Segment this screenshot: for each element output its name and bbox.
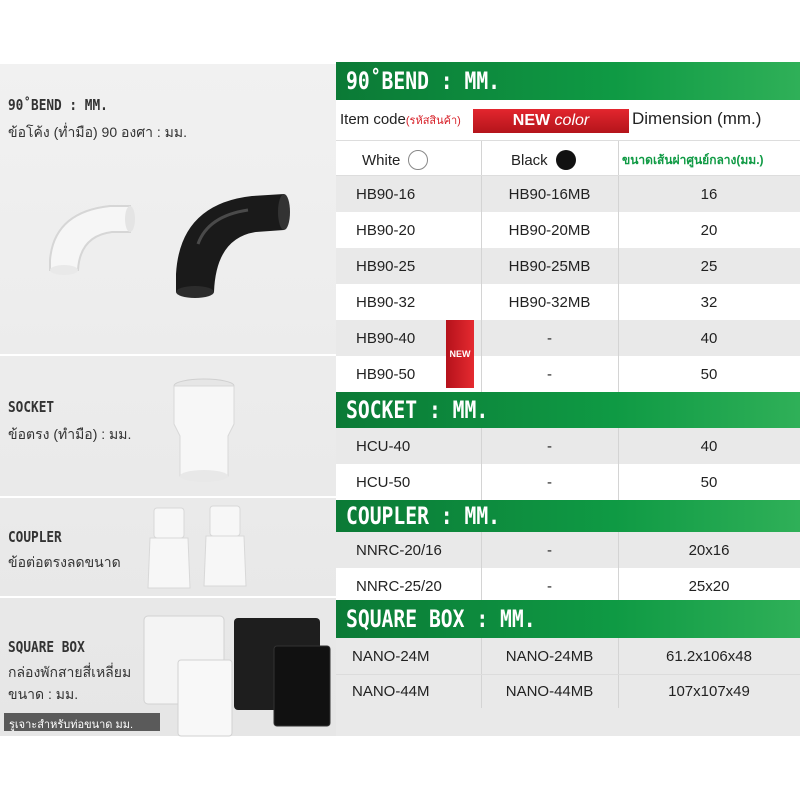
black-code: NANO-44MB (505, 683, 594, 700)
socket-header (336, 392, 800, 428)
black-code: HB90-32MB (508, 293, 591, 311)
white-bend-image (40, 192, 140, 292)
white-code: NNRC-20/16 (356, 541, 442, 559)
white-code: HCU-50 (356, 473, 411, 491)
table-row (336, 284, 800, 320)
dimension-value: 32 (700, 293, 718, 311)
bend-header-label: 90˚BEND : MM. (346, 67, 501, 95)
white-column-header (362, 150, 428, 170)
black-code: HB90-20MB (508, 221, 591, 239)
black-code: HB90-16MB (508, 185, 591, 203)
black-bend-image (168, 174, 298, 304)
square-box-subtitle-2: ขนาด : มม. (8, 686, 79, 702)
black-code: NANO-24MB (505, 647, 594, 665)
new-color-badge (473, 109, 629, 133)
socket-image (166, 376, 242, 488)
square-box-header (336, 600, 800, 638)
table-row (336, 568, 800, 604)
dimension-value: 25x20 (688, 577, 730, 595)
black-code: - (547, 365, 552, 383)
column-header-row (336, 100, 800, 140)
socket-subtitle: ข้อตรง (ทำมือ) : มม. (8, 426, 132, 442)
socket-title: SOCKET (8, 398, 55, 416)
dimension-header: Dimension (mm.) (632, 109, 762, 128)
square-box-image (142, 612, 332, 738)
item-code-th-label: (รหัสสินค้า) (405, 115, 461, 127)
white-code: HB90-32 (356, 293, 416, 311)
table-row (336, 638, 800, 674)
dimension-value: 20x16 (688, 541, 730, 559)
square-box-subtitle-1: กล่องพักสายสี่เหลี่ยม (8, 664, 132, 680)
white-code: HB90-20 (356, 221, 416, 239)
table-row (336, 464, 800, 500)
black-code: - (547, 329, 552, 347)
table-row (336, 212, 800, 248)
dimension-value: 50 (700, 365, 718, 383)
coupler-title: COUPLER (8, 528, 62, 546)
item-code-label: Item code (340, 111, 406, 128)
coupler-image (146, 504, 250, 596)
item-code-header (340, 111, 461, 129)
white-code: NANO-44M (352, 683, 430, 700)
table-footer-fill (336, 708, 800, 736)
dimension-th-header: ขนาดเส้นผ่าศูนย์กลาง(มม.) (622, 153, 764, 167)
left-section-bend (0, 62, 336, 354)
bend-title: 90˚BEND : MM. (8, 96, 108, 114)
new-color-bold: NEW (512, 112, 551, 129)
white-label: White (362, 151, 401, 169)
white-code: HCU-40 (356, 437, 411, 455)
white-code: NNRC-25/20 (356, 577, 442, 595)
dimension-value: 25 (700, 257, 718, 275)
table-row (336, 320, 800, 356)
table-row (336, 248, 800, 284)
white-code: HB90-40 (356, 329, 416, 347)
square-box-title: SQUARE BOX (8, 638, 85, 656)
black-code: HB90-25MB (508, 257, 591, 275)
white-code: NANO-24M (352, 647, 430, 665)
square-box-header-label: SQUARE BOX : MM. (346, 605, 536, 633)
new-color-italic: color (554, 112, 590, 129)
dimension-value: 40 (700, 329, 718, 347)
black-code: - (547, 577, 552, 595)
hole-size-note: รูเจาะสำหรับท่อขนาด มม. (4, 713, 160, 731)
table-row (336, 532, 800, 568)
coupler-subtitle: ข้อต่อตรงลดขนาด (8, 554, 121, 570)
dimension-value: 107x107x49 (668, 683, 750, 700)
bend-subtitle: ข้อโค้ง (ท่ำมือ) 90 องศา : มม. (8, 124, 187, 140)
table-row (336, 674, 800, 708)
coupler-header (336, 500, 800, 532)
left-section-coupler (0, 496, 336, 596)
black-column-header (511, 150, 576, 170)
white-code: HB90-16 (356, 185, 416, 203)
dimension-value: 61.2x106x48 (666, 647, 752, 665)
table-row (336, 176, 800, 212)
white-swatch-icon (408, 150, 428, 170)
black-swatch-icon (556, 150, 576, 170)
coupler-header-label: COUPLER : MM. (346, 502, 501, 530)
dimension-value: 40 (700, 437, 718, 455)
black-label: Black (511, 151, 548, 169)
white-code: HB90-50 (356, 365, 416, 383)
socket-header-label: SOCKET : MM. (346, 396, 489, 424)
black-code: - (547, 437, 552, 455)
new-badge: NEW (446, 320, 474, 388)
table-row (336, 356, 800, 392)
white-code: HB90-25 (356, 257, 416, 275)
black-code: - (547, 541, 552, 559)
color-header-row (336, 140, 800, 176)
bend-header (336, 62, 800, 100)
dimension-value: 16 (700, 185, 718, 203)
dimension-value: 50 (700, 473, 718, 491)
black-code: - (547, 473, 552, 491)
table-row (336, 428, 800, 464)
left-section-socket (0, 354, 336, 496)
dimension-value: 20 (700, 221, 718, 239)
